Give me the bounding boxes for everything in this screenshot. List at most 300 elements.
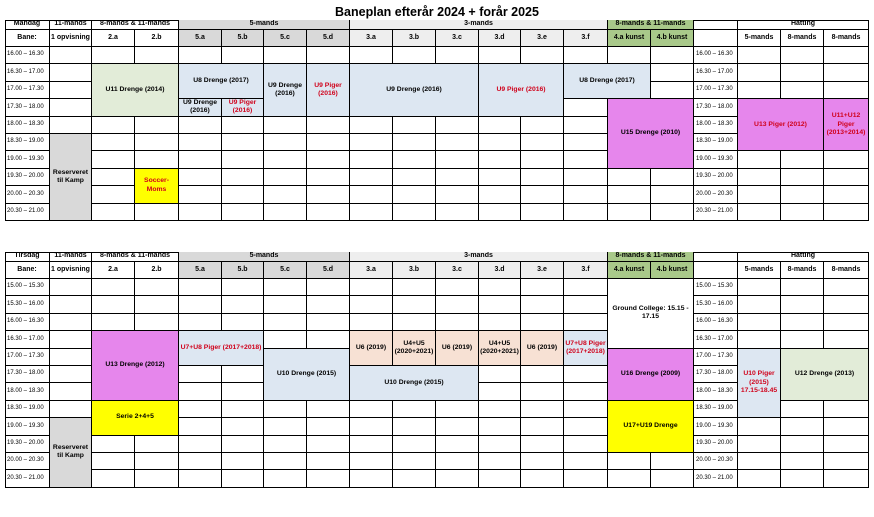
- time-slot-label: 15.00 – 15.30: [694, 279, 738, 296]
- empty-slot: [350, 169, 393, 186]
- empty-slot: [393, 279, 436, 296]
- time-slot-label: 17.00 – 17.30: [694, 82, 738, 99]
- empty-slot: [264, 134, 307, 151]
- empty-slot: [781, 151, 824, 168]
- court-header: 4.a kunst: [608, 262, 651, 279]
- empty-slot: [264, 470, 307, 487]
- empty-slot: [436, 436, 479, 453]
- time-slot-label: 20.00 – 20.30: [694, 453, 738, 470]
- empty-slot: [479, 383, 521, 400]
- empty-slot: [222, 117, 264, 134]
- empty-slot: [436, 279, 479, 296]
- empty-slot: [222, 134, 264, 151]
- header-spacer: [694, 30, 738, 47]
- tuesday-schedule: [5, 252, 869, 489]
- empty-slot: [307, 331, 350, 348]
- empty-slot: [824, 47, 869, 64]
- empty-slot: [738, 82, 781, 99]
- empty-slot: [92, 279, 135, 296]
- empty-slot: [564, 204, 608, 221]
- empty-slot: [179, 279, 222, 296]
- header-spacer: [694, 262, 738, 279]
- hatting-court-header: 5-mands: [738, 262, 781, 279]
- training-block: U17+U19 Drenge: [608, 401, 694, 453]
- court-header: 1 opvisning: [50, 30, 92, 47]
- empty-slot: [521, 134, 564, 151]
- empty-slot: [564, 186, 608, 203]
- empty-slot: [350, 151, 393, 168]
- reserved-block: Reserveret til Kamp: [50, 418, 92, 488]
- day-label: Tirsdag: [5, 252, 50, 262]
- empty-slot: [608, 470, 651, 487]
- court-header: 5.d: [307, 30, 350, 47]
- empty-slot: [521, 436, 564, 453]
- empty-slot: [393, 47, 436, 64]
- empty-slot: [179, 134, 222, 151]
- empty-slot: [350, 418, 393, 435]
- empty-slot: [222, 401, 264, 418]
- empty-slot: [781, 470, 824, 487]
- empty-slot: [608, 186, 651, 203]
- empty-slot: [307, 453, 350, 470]
- time-slot-label: 16.30 – 17.00: [5, 64, 50, 81]
- empty-slot: [479, 401, 521, 418]
- empty-slot: [436, 134, 479, 151]
- empty-slot: [436, 117, 479, 134]
- group-header-5-mands: 5-mands: [179, 20, 350, 30]
- empty-slot: [92, 169, 135, 186]
- training-block: U6 (2019): [350, 331, 393, 366]
- empty-slot: [738, 470, 781, 487]
- time-slot-label: 18.30 – 19.00: [5, 134, 50, 151]
- time-slot-label: 19.30 – 20.00: [694, 436, 738, 453]
- empty-slot: [135, 134, 179, 151]
- empty-slot: [393, 186, 436, 203]
- time-slot-label: 19.00 – 19.30: [5, 418, 50, 435]
- empty-slot: [824, 401, 869, 418]
- empty-slot: [50, 383, 92, 400]
- empty-slot: [222, 279, 264, 296]
- bane-label: Bane:: [5, 262, 50, 279]
- empty-slot: [564, 99, 608, 116]
- empty-slot: [521, 418, 564, 435]
- time-slot-label: 18.30 – 19.00: [694, 401, 738, 418]
- hatting-court-header: 5-mands: [738, 30, 781, 47]
- empty-slot: [393, 296, 436, 313]
- empty-slot: [179, 314, 222, 331]
- empty-slot: [521, 366, 564, 383]
- empty-slot: [521, 279, 564, 296]
- empty-slot: [824, 296, 869, 313]
- empty-slot: [350, 134, 393, 151]
- training-block: U9 Drenge (2016): [350, 64, 479, 116]
- court-header: 3.d: [479, 30, 521, 47]
- group-header-11-mands: 11-mands: [50, 252, 92, 262]
- time-slot-label: 17.30 – 18.00: [694, 99, 738, 116]
- empty-slot: [479, 186, 521, 203]
- bane-label: Bane:: [5, 30, 50, 47]
- empty-slot: [393, 436, 436, 453]
- empty-slot: [521, 169, 564, 186]
- empty-slot: [350, 186, 393, 203]
- empty-slot: [135, 470, 179, 487]
- time-slot-label: 15.30 – 16.00: [5, 296, 50, 313]
- empty-slot: [264, 279, 307, 296]
- empty-slot: [307, 296, 350, 313]
- empty-slot: [50, 331, 92, 348]
- time-slot-label: 16.00 – 16.30: [5, 47, 50, 64]
- court-header: 3.e: [521, 262, 564, 279]
- time-slot-label: 19.30 – 20.00: [694, 169, 738, 186]
- empty-slot: [521, 314, 564, 331]
- training-block: U9 Drenge (2016): [264, 64, 307, 116]
- empty-slot: [824, 204, 869, 221]
- training-block: U12 Drenge (2013): [781, 349, 869, 401]
- empty-slot: [92, 204, 135, 221]
- training-block: Ground College: 15.15 - 17.15: [608, 279, 694, 349]
- empty-slot: [436, 314, 479, 331]
- empty-slot: [264, 47, 307, 64]
- court-header: 3.f: [564, 262, 608, 279]
- empty-slot: [781, 82, 824, 99]
- empty-slot: [264, 296, 307, 313]
- empty-slot: [781, 401, 824, 418]
- empty-slot: [264, 186, 307, 203]
- empty-slot: [824, 279, 869, 296]
- empty-slot: [179, 169, 222, 186]
- time-slot-label: 15.00 – 15.30: [5, 279, 50, 296]
- group-header-hatting: Hatting: [738, 252, 869, 262]
- time-slot-label: 18.00 – 18.30: [5, 117, 50, 134]
- empty-slot: [179, 470, 222, 487]
- time-slot-label: 18.00 – 18.30: [694, 383, 738, 400]
- empty-slot: [135, 151, 179, 168]
- time-slot-label: 16.30 – 17.00: [5, 331, 50, 348]
- time-slot-label: 20.00 – 20.30: [5, 453, 50, 470]
- empty-slot: [651, 169, 694, 186]
- empty-slot: [521, 151, 564, 168]
- empty-slot: [264, 314, 307, 331]
- empty-slot: [222, 366, 264, 383]
- time-slot-label: 16.30 – 17.00: [694, 331, 738, 348]
- empty-slot: [307, 279, 350, 296]
- court-header: 5.a: [179, 30, 222, 47]
- time-slot-label: 19.00 – 19.30: [5, 151, 50, 168]
- empty-slot: [781, 436, 824, 453]
- time-slot-label: 20.30 – 21.00: [694, 470, 738, 487]
- group-header-hatting: Hatting: [738, 20, 869, 30]
- time-slot-label: 20.00 – 20.30: [694, 186, 738, 203]
- time-slot-label: 17.00 – 17.30: [694, 349, 738, 366]
- empty-slot: [179, 436, 222, 453]
- empty-slot: [350, 204, 393, 221]
- empty-slot: [738, 331, 781, 348]
- time-slot-label: 19.00 – 19.30: [694, 418, 738, 435]
- empty-slot: [92, 47, 135, 64]
- empty-slot: [479, 314, 521, 331]
- empty-slot: [651, 186, 694, 203]
- empty-slot: [393, 470, 436, 487]
- time-slot-label: 19.00 – 19.30: [694, 151, 738, 168]
- empty-slot: [651, 82, 694, 99]
- empty-slot: [479, 296, 521, 313]
- empty-slot: [350, 279, 393, 296]
- empty-slot: [651, 470, 694, 487]
- court-header: 5.d: [307, 262, 350, 279]
- training-block: U4+U5 (2020+2021): [393, 331, 436, 366]
- court-header: 2.a: [92, 30, 135, 47]
- court-header: 4.b kunst: [651, 30, 694, 47]
- empty-slot: [264, 418, 307, 435]
- empty-slot: [608, 453, 651, 470]
- empty-slot: [222, 204, 264, 221]
- court-header: 3.c: [436, 30, 479, 47]
- empty-slot: [307, 117, 350, 134]
- empty-slot: [479, 134, 521, 151]
- empty-slot: [307, 169, 350, 186]
- empty-slot: [50, 47, 92, 64]
- empty-slot: [738, 204, 781, 221]
- training-block: U9 Drenge (2016): [179, 99, 222, 116]
- empty-slot: [135, 47, 179, 64]
- empty-slot: [179, 186, 222, 203]
- empty-slot: [222, 47, 264, 64]
- group-header-8-11-mands: 8-mands & 11-mands: [92, 20, 179, 30]
- training-block: U9 Piger (2016): [479, 64, 564, 116]
- empty-slot: [564, 296, 608, 313]
- empty-slot: [222, 418, 264, 435]
- empty-slot: [393, 401, 436, 418]
- empty-slot: [393, 314, 436, 331]
- empty-slot: [824, 314, 869, 331]
- time-slot-label: 18.30 – 19.00: [5, 401, 50, 418]
- training-block: U9 Piger (2016): [307, 64, 350, 116]
- training-block: U10 Drenge (2015): [264, 349, 350, 401]
- empty-slot: [564, 383, 608, 400]
- empty-slot: [436, 401, 479, 418]
- empty-slot: [824, 151, 869, 168]
- empty-slot: [222, 314, 264, 331]
- empty-slot: [92, 453, 135, 470]
- empty-slot: [92, 296, 135, 313]
- empty-slot: [92, 314, 135, 331]
- empty-slot: [521, 383, 564, 400]
- training-block: U7+U8 Piger (2017+2018): [564, 331, 608, 366]
- training-block: U10 Piger (2015) 17.15-18.45: [738, 349, 781, 419]
- court-header: 3.f: [564, 30, 608, 47]
- time-slot-label: 16.00 – 16.30: [694, 47, 738, 64]
- empty-slot: [781, 47, 824, 64]
- empty-slot: [824, 82, 869, 99]
- empty-slot: [738, 279, 781, 296]
- empty-slot: [521, 186, 564, 203]
- training-block: U13 Piger (2012): [738, 99, 824, 151]
- empty-slot: [521, 204, 564, 221]
- empty-slot: [135, 296, 179, 313]
- empty-slot: [92, 436, 135, 453]
- empty-slot: [307, 470, 350, 487]
- empty-slot: [824, 453, 869, 470]
- time-slot-label: 17.00 – 17.30: [5, 349, 50, 366]
- empty-slot: [50, 64, 92, 81]
- time-slot-label: 18.00 – 18.30: [5, 383, 50, 400]
- empty-slot: [564, 470, 608, 487]
- empty-slot: [50, 401, 92, 418]
- empty-slot: [222, 186, 264, 203]
- group-header-kunst: 8-mands & 11-mands: [608, 20, 694, 30]
- empty-slot: [350, 470, 393, 487]
- empty-slot: [92, 151, 135, 168]
- training-block: U15 Drenge (2010): [608, 99, 694, 169]
- training-block: U8 Drenge (2017): [179, 64, 264, 99]
- empty-slot: [781, 296, 824, 313]
- empty-slot: [92, 117, 135, 134]
- empty-slot: [608, 204, 651, 221]
- group-header-8-11-mands: 8-mands & 11-mands: [92, 252, 179, 262]
- time-slot-label: 20.30 – 21.00: [694, 204, 738, 221]
- header-spacer: [694, 20, 738, 30]
- empty-slot: [564, 279, 608, 296]
- empty-slot: [564, 418, 608, 435]
- time-slot-label: 20.30 – 21.00: [5, 204, 50, 221]
- empty-slot: [222, 296, 264, 313]
- empty-slot: [521, 453, 564, 470]
- court-header: 4.a kunst: [608, 30, 651, 47]
- group-header-3-mands: 3-mands: [350, 252, 608, 262]
- empty-slot: [564, 169, 608, 186]
- empty-slot: [393, 169, 436, 186]
- empty-slot: [307, 134, 350, 151]
- empty-slot: [350, 453, 393, 470]
- empty-slot: [179, 418, 222, 435]
- empty-slot: [393, 418, 436, 435]
- time-slot-label: 19.30 – 20.00: [5, 169, 50, 186]
- empty-slot: [781, 64, 824, 81]
- empty-slot: [135, 453, 179, 470]
- empty-slot: [738, 453, 781, 470]
- empty-slot: [179, 117, 222, 134]
- empty-slot: [393, 151, 436, 168]
- empty-slot: [264, 117, 307, 134]
- empty-slot: [350, 117, 393, 134]
- empty-slot: [521, 470, 564, 487]
- court-header: 2.b: [135, 262, 179, 279]
- empty-slot: [479, 436, 521, 453]
- empty-slot: [50, 314, 92, 331]
- empty-slot: [608, 169, 651, 186]
- empty-slot: [50, 99, 92, 116]
- empty-slot: [307, 436, 350, 453]
- time-slot-label: 16.00 – 16.30: [694, 314, 738, 331]
- empty-slot: [781, 314, 824, 331]
- empty-slot: [436, 169, 479, 186]
- empty-slot: [264, 453, 307, 470]
- time-slot-label: 17.30 – 18.00: [5, 366, 50, 383]
- time-slot-label: 16.00 – 16.30: [5, 314, 50, 331]
- empty-slot: [738, 418, 781, 435]
- empty-slot: [393, 117, 436, 134]
- empty-slot: [179, 401, 222, 418]
- reserved-block: Reserveret til Kamp: [50, 134, 92, 221]
- court-header: 3.c: [436, 262, 479, 279]
- empty-slot: [50, 279, 92, 296]
- training-block: U13 Drenge (2012): [92, 331, 179, 401]
- empty-slot: [92, 186, 135, 203]
- court-header: 5.b: [222, 30, 264, 47]
- empty-slot: [436, 296, 479, 313]
- hatting-court-header: 8-mands: [781, 262, 824, 279]
- empty-slot: [307, 401, 350, 418]
- training-block: U7+U8 Piger (2017+2018): [179, 331, 264, 366]
- training-block: U16 Drenge (2009): [608, 349, 694, 401]
- empty-slot: [564, 134, 608, 151]
- court-header: 3.b: [393, 262, 436, 279]
- empty-slot: [222, 151, 264, 168]
- time-slot-label: 17.00 – 17.30: [5, 82, 50, 99]
- empty-slot: [781, 453, 824, 470]
- empty-slot: [50, 366, 92, 383]
- empty-slot: [264, 169, 307, 186]
- hatting-court-header: 8-mands: [824, 30, 869, 47]
- empty-slot: [564, 401, 608, 418]
- empty-slot: [564, 151, 608, 168]
- empty-slot: [393, 453, 436, 470]
- empty-slot: [179, 204, 222, 221]
- empty-slot: [92, 134, 135, 151]
- empty-slot: [521, 401, 564, 418]
- court-header: 3.e: [521, 30, 564, 47]
- empty-slot: [179, 453, 222, 470]
- empty-slot: [738, 186, 781, 203]
- empty-slot: [738, 436, 781, 453]
- empty-slot: [824, 186, 869, 203]
- group-header-3-mands: 3-mands: [350, 20, 608, 30]
- empty-slot: [479, 169, 521, 186]
- empty-slot: [564, 47, 608, 64]
- empty-slot: [92, 470, 135, 487]
- empty-slot: [135, 204, 179, 221]
- empty-slot: [135, 436, 179, 453]
- empty-slot: [179, 47, 222, 64]
- court-header: 4.b kunst: [651, 262, 694, 279]
- empty-slot: [307, 204, 350, 221]
- empty-slot: [350, 314, 393, 331]
- empty-slot: [824, 169, 869, 186]
- empty-slot: [179, 296, 222, 313]
- empty-slot: [479, 279, 521, 296]
- empty-slot: [135, 279, 179, 296]
- hatting-court-header: 8-mands: [824, 262, 869, 279]
- empty-slot: [738, 151, 781, 168]
- empty-slot: [350, 296, 393, 313]
- empty-slot: [479, 418, 521, 435]
- page-title: Baneplan efterår 2024 + forår 2025: [335, 5, 539, 19]
- empty-slot: [50, 117, 92, 134]
- empty-slot: [436, 151, 479, 168]
- empty-slot: [222, 470, 264, 487]
- empty-slot: [135, 314, 179, 331]
- empty-slot: [479, 117, 521, 134]
- empty-slot: [436, 470, 479, 487]
- empty-slot: [264, 436, 307, 453]
- empty-slot: [824, 436, 869, 453]
- empty-slot: [436, 418, 479, 435]
- training-block: U4+U5 (2020+2021): [479, 331, 521, 366]
- empty-slot: [608, 47, 651, 64]
- time-slot-label: 16.30 – 17.00: [694, 64, 738, 81]
- empty-slot: [393, 204, 436, 221]
- court-header: 2.b: [135, 30, 179, 47]
